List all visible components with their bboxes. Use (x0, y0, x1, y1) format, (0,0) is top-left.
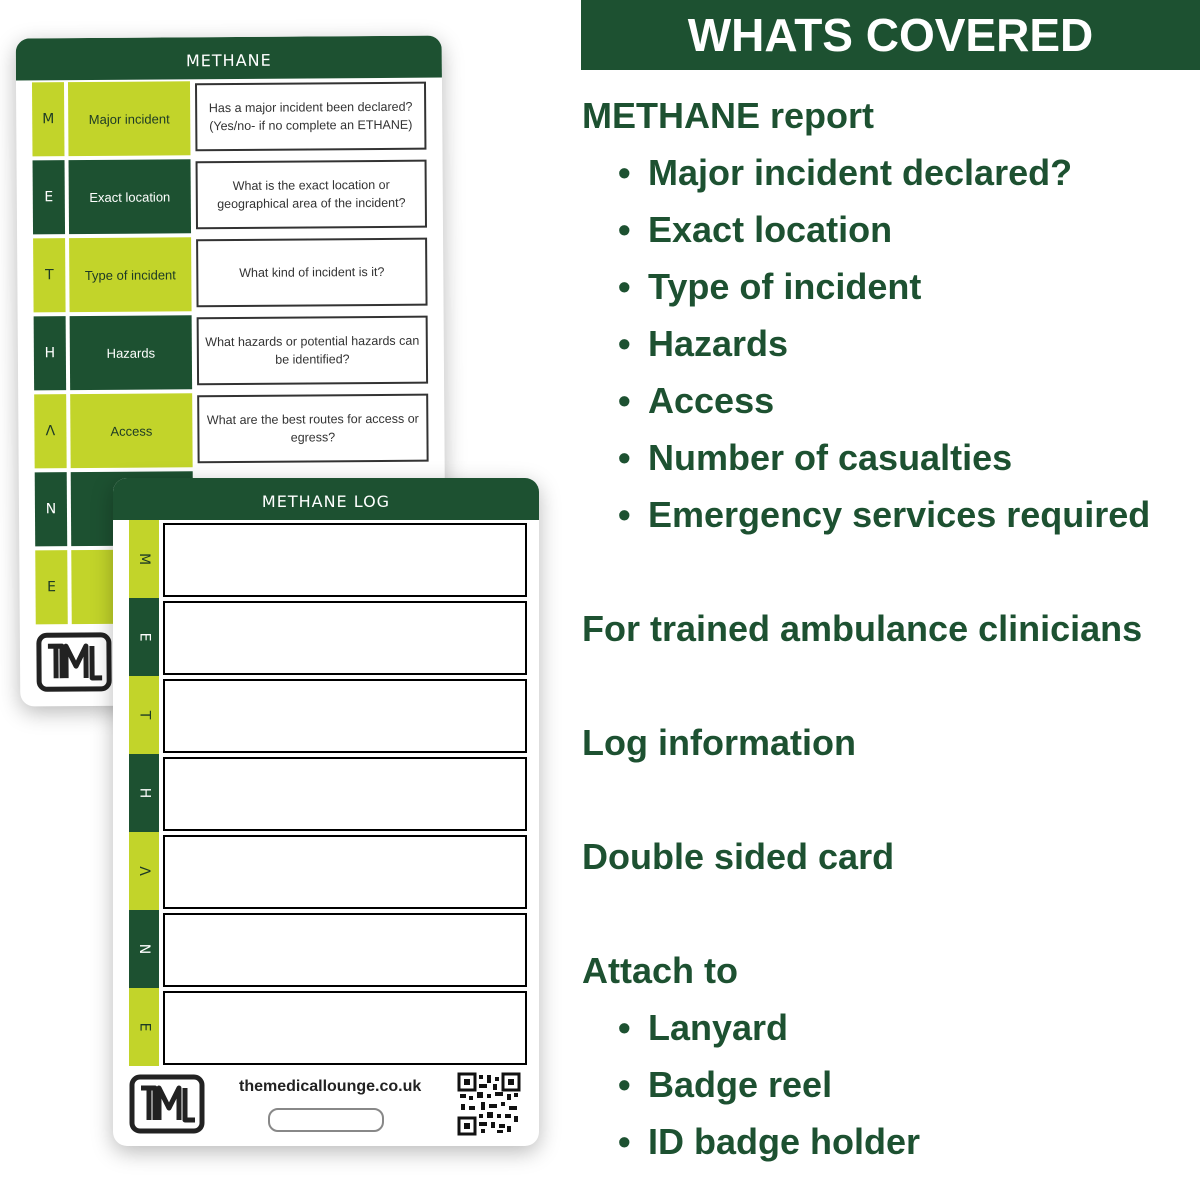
card-back-title: METHANE (16, 36, 442, 81)
log-row (129, 754, 527, 832)
row-question: Has a major incident been declared? (Yes/no- if no complete an ETHANE) (195, 82, 426, 152)
feature-list-item: • Access (618, 380, 775, 421)
row-letter: E (35, 550, 68, 624)
row-letter: E (33, 160, 66, 234)
feature-list-item: • Emergency services required (618, 494, 1151, 535)
row-letter: N (35, 472, 68, 546)
row-letter: M (32, 82, 65, 156)
log-entry-box (163, 913, 527, 987)
row-term: Exact location (69, 159, 192, 234)
log-entry-box (163, 991, 527, 1065)
card-front-title: METHANE LOG (113, 478, 539, 520)
clinicians-line: For trained ambulance clinicians (582, 608, 1143, 649)
row-term: Hazards (70, 315, 193, 390)
log-row (129, 598, 527, 676)
log-row (129, 988, 527, 1066)
methane-report-heading: METHANE report (582, 95, 875, 136)
row-term: Major incident (68, 81, 191, 156)
methane-log-table (129, 520, 527, 1066)
lanyard-slot (268, 1108, 384, 1132)
feature-list-item: • Exact location (618, 209, 893, 250)
row-term: Access (70, 393, 193, 468)
log-row-letter: N (129, 910, 159, 988)
methane-row (32, 78, 433, 159)
row-question: What are the best routes for access or egress? (197, 394, 428, 464)
attach-to-heading: Attach to (582, 950, 738, 991)
methane-row (33, 156, 434, 237)
log-entry-box (163, 835, 527, 909)
row-term: Type of incident (69, 237, 192, 312)
log-entry-box (163, 601, 527, 675)
log-entry-box (163, 757, 527, 831)
log-row-letter: Λ (129, 832, 159, 910)
methane-row (34, 390, 435, 471)
feature-list-item: • Type of incident (618, 266, 922, 307)
attach-list-item: • ID badge holder (618, 1121, 921, 1162)
log-information-line: Log information (582, 722, 856, 763)
tml-logo-icon (129, 1074, 205, 1138)
log-row (129, 520, 527, 598)
feature-list-item: • Hazards (618, 323, 789, 364)
log-row-letter: T (129, 676, 159, 754)
double-sided-line: Double sided card (582, 836, 895, 877)
log-row-letter: E (129, 598, 159, 676)
row-letter: Λ (34, 394, 67, 468)
row-letter: T (33, 238, 66, 312)
website-url: themedicallounge.co.uk (239, 1078, 422, 1095)
card-footer (113, 1070, 539, 1140)
methane-row (33, 234, 434, 315)
log-row-letter: H (129, 754, 159, 832)
log-entry-box (163, 523, 527, 597)
row-question: What kind of incident is it? (196, 238, 427, 308)
log-entry-box (163, 679, 527, 753)
attach-list-item: • Badge reel (618, 1064, 833, 1105)
feature-list-item: • Major incident declared? (618, 152, 1073, 193)
qr-code-icon (457, 1072, 521, 1140)
tml-logo-icon (36, 632, 112, 697)
log-row (129, 910, 527, 988)
whats-covered-banner: WHATS COVERED (581, 0, 1200, 70)
row-letter: H (34, 316, 67, 390)
row-question: What is the exact location or geographical area of the incident? (196, 160, 427, 230)
log-row (129, 832, 527, 910)
log-row-letter: E (129, 988, 159, 1066)
feature-list-item: • Number of casualties (618, 437, 1013, 478)
row-question: What hazards or potential hazards can be identified? (197, 316, 428, 386)
methane-row (34, 312, 435, 393)
methane-log-card-front (113, 478, 539, 1146)
attach-list-item: • Lanyard (618, 1007, 789, 1048)
log-row-letter: M (129, 520, 159, 598)
log-row (129, 676, 527, 754)
